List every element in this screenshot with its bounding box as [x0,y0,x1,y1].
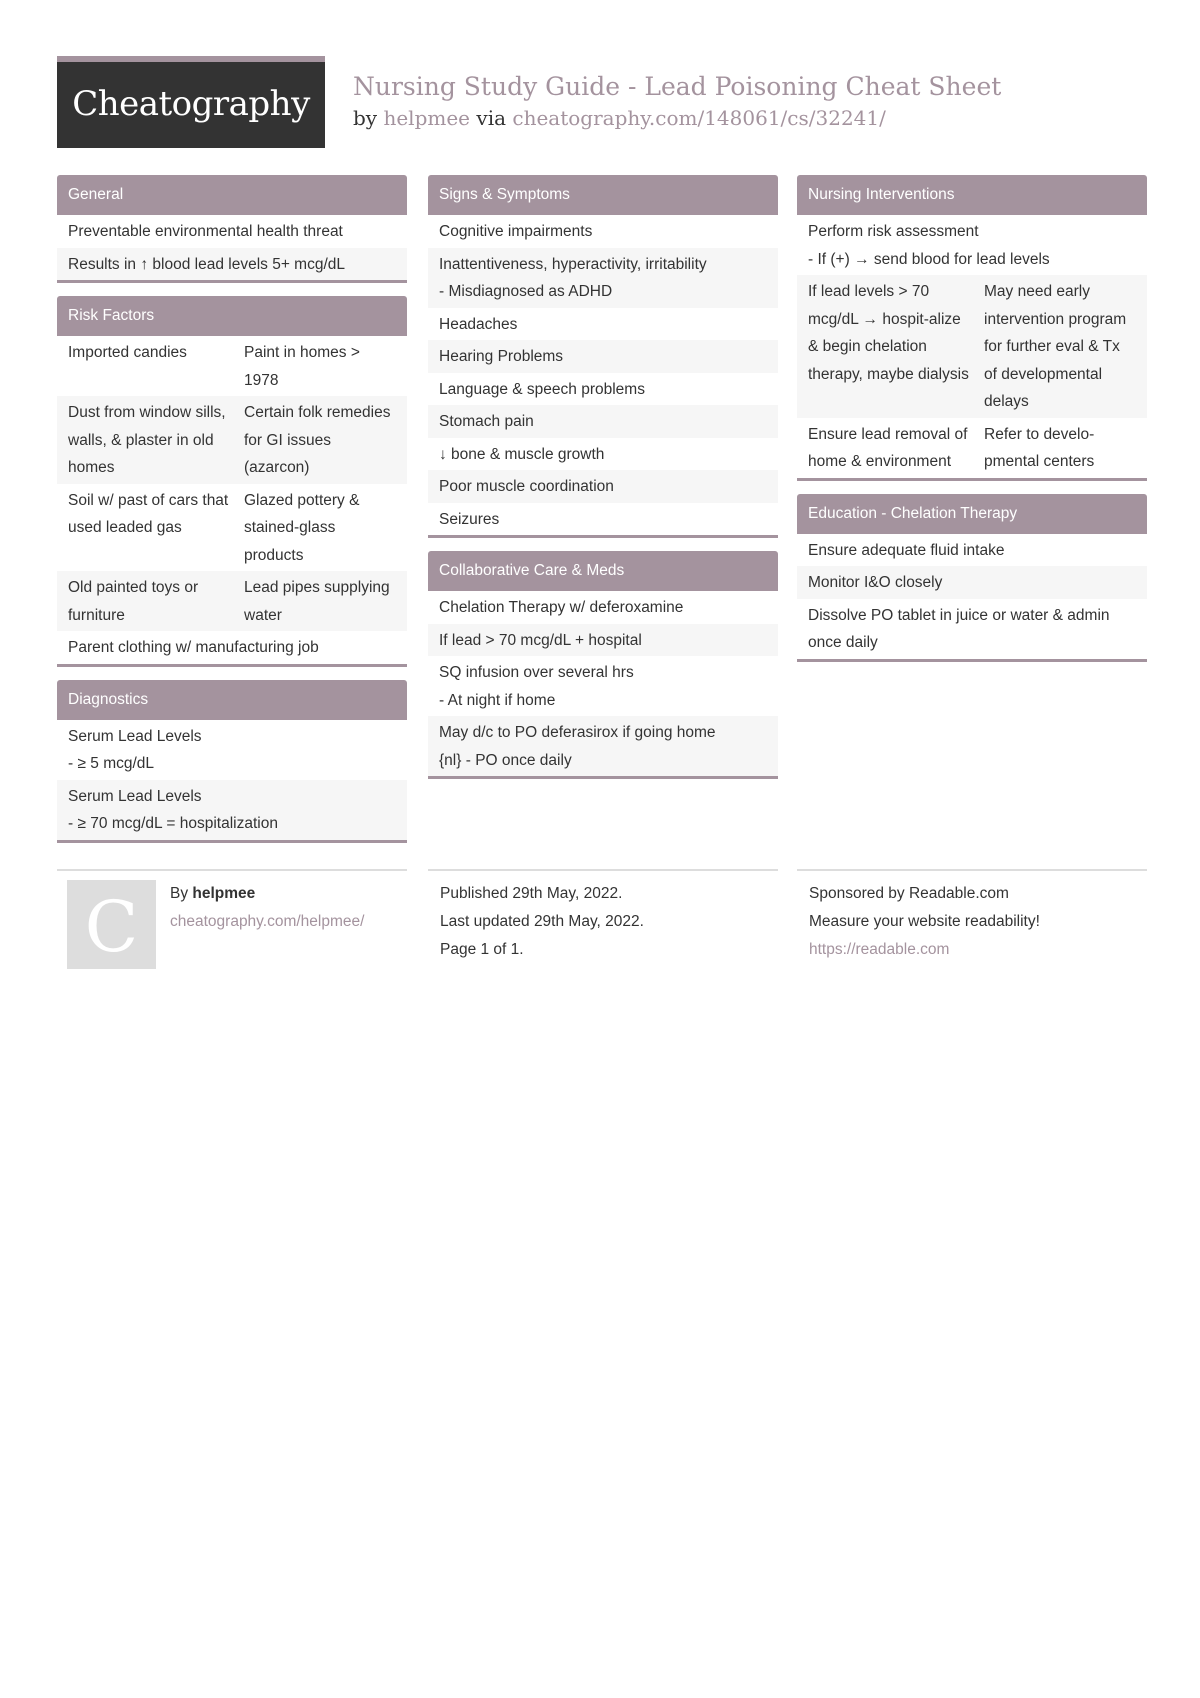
section-body [57,336,407,664]
table-cell: Dust from window sills, walls, & plaster in old homes [68,404,226,476]
sponsor-tagline: Measure your website readability! [809,913,1040,930]
footer-author-name[interactable]: helpmee [192,885,256,902]
table-cell: Certain folk remedies for GI issues (azarcon) [244,404,391,476]
list-item: Monitor I&O closely [797,566,1147,599]
item-line: - If (+) → send blood for lead levels [808,250,1050,268]
cheatography-logo[interactable] [57,56,325,148]
avatar-letter: C [84,886,139,968]
section-body [797,534,1147,659]
published-date: Published 29th May, 2022. [440,885,623,902]
table-row [57,396,407,484]
list-item: Language & speech problems [428,373,778,406]
author-link[interactable]: helpmee [383,106,471,130]
section-diagnostics [57,680,407,843]
footer-author-line [170,880,364,908]
list-item: Poor muscle coordination [428,470,778,503]
item-line: May d/c to PO deferasirox if going home [439,724,716,741]
table-cell: Refer to develo-pmental centers [984,425,1095,470]
section-title: Education - Chelation Therapy [797,494,1147,534]
byline [353,106,886,130]
item-line: Perform risk assessment [808,223,979,240]
table-cell: Imported candies [68,344,187,361]
list-item: ↓ bone & muscle growth [428,438,778,471]
column-1 [57,175,407,856]
list-item [428,716,778,776]
list-item: Chelation Therapy w/ deferoxamine [428,591,778,624]
table-row: Parent clothing w/ manufacturing job [57,631,407,664]
sponsor-line [809,880,1040,908]
list-item [428,656,778,716]
list-item [797,215,1147,275]
list-item: Results in ↑ blood lead levels 5+ mcg/dL [57,248,407,281]
table-row [797,275,1147,418]
table-cell: Lead pipes supplying water [244,579,390,624]
table-cell: May need early intervention program for further eval & Tx of developmental delays [984,283,1127,410]
section-general [57,175,407,283]
section-title: Nursing Interventions [797,175,1147,215]
list-item [428,248,778,308]
section-risk-factors [57,296,407,667]
footer-author [170,880,364,936]
table-cell: Ensure lead removal of home & environment [808,425,968,470]
section-title: Signs & Symptoms [428,175,778,215]
table-row [797,418,1147,478]
footer-sponsor [809,880,1040,964]
table-row [57,336,407,396]
page-count: Page 1 of 1. [440,941,524,958]
list-item: Hearing Problems [428,340,778,373]
avatar[interactable] [67,880,156,969]
via-word: via [476,106,507,130]
section-title: Collaborative Care & Meds [428,551,778,591]
section-body [428,215,778,535]
section-collaborative-care [428,551,778,779]
item-line: - ≥ 70 mcg/dL = hospitalization [68,815,278,832]
section-title: General [57,175,407,215]
list-item: Stomach pain [428,405,778,438]
column-2 [428,175,778,792]
logo-text: Cheatography [72,84,310,124]
list-item: Headaches [428,308,778,341]
table-row [57,484,407,572]
item-line: - At night if home [439,691,556,709]
table-cell: Soil w/ past of cars that used leaded gas [68,491,229,536]
item-line: - Misdiagnosed as ADHD [439,283,613,300]
section-body [797,215,1147,478]
section-body [57,720,407,840]
section-body [428,591,778,776]
by-label: By [170,885,189,902]
footer-publish-info [440,880,644,964]
section-body [57,215,407,280]
section-nursing-interventions [797,175,1147,481]
item-line: Inattentiveness, hyperactivity, irritability [439,255,707,273]
sponsor-name[interactable]: Readable.com [908,885,1009,902]
table-cell: Glazed pottery & stained-glass products [244,491,360,564]
item-line: Serum Lead Levels [68,727,202,745]
footer-divider [797,869,1147,871]
item-line: SQ infusion over several hrs [439,664,634,681]
footer-divider [57,869,407,871]
table-row [57,571,407,631]
updated-date: Last updated 29th May, 2022. [440,913,644,930]
list-item: If lead > 70 mcg/dL + hospital [428,624,778,657]
table-cell: If lead levels > 70 mcg/dL → hospit-alize & begin chelation therapy, maybe dialysis [808,283,969,383]
list-item: Seizures [428,503,778,536]
list-item [57,720,407,780]
section-title: Risk Factors [57,296,407,336]
section-signs-symptoms [428,175,778,538]
sponsor-link[interactable]: https://readable.com [809,941,950,958]
item-line: Serum Lead Levels [68,787,202,805]
column-3 [797,175,1147,675]
table-cell: Paint in homes > 1978 [244,344,360,389]
section-education-chelation [797,494,1147,662]
list-item: Dissolve PO tablet in juice or water & admin once daily [797,599,1147,659]
sheet-url-link[interactable]: cheatography.com/148061/cs/32241/ [512,106,886,130]
footer-divider [428,869,778,871]
author-profile-link[interactable]: cheatography.com/helpmee/ [170,913,365,930]
list-item: Preventable environmental health threat [57,215,407,248]
sponsored-prefix: Sponsored by [809,885,905,902]
table-cell: Old painted toys or furniture [68,579,199,624]
section-title: Diagnostics [57,680,407,720]
page-title: Nursing Study Guide - Lead Poisoning Cheat Sheet [353,72,1002,101]
item-line: {nl} - PO once daily [439,751,572,769]
by-word: by [353,106,378,130]
list-item [57,780,407,840]
list-item: Ensure adequate fluid intake [797,534,1147,567]
list-item: Cognitive impairments [428,215,778,248]
item-line: - ≥ 5 mcg/dL [68,755,155,772]
